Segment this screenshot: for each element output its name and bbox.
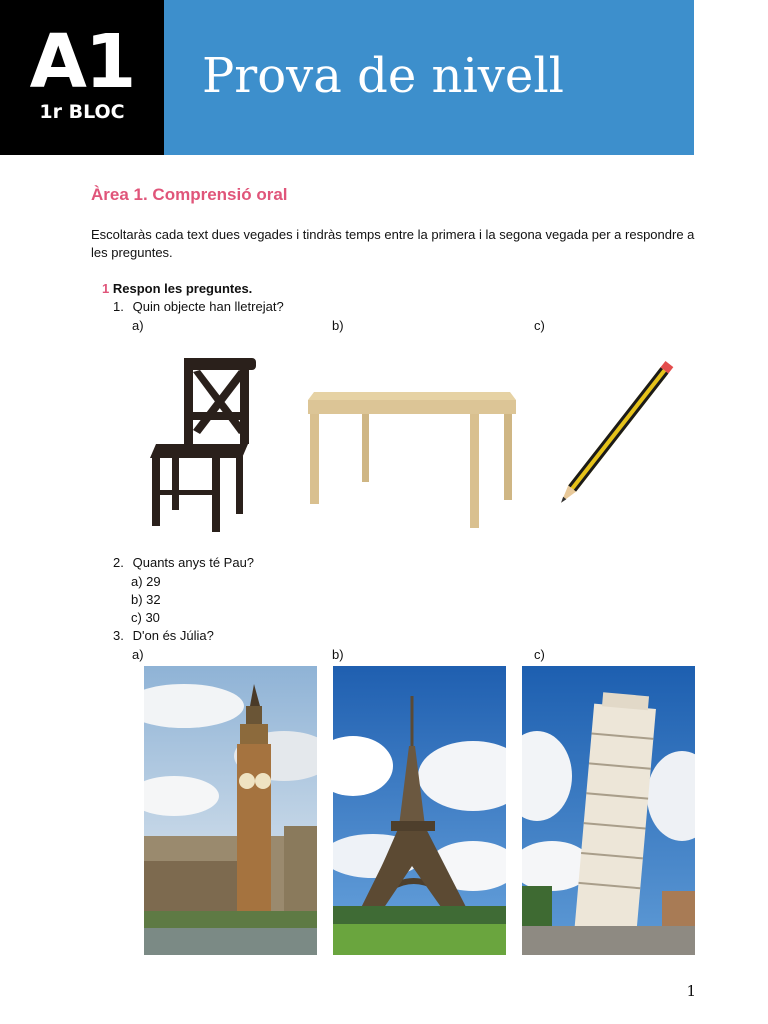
question-text: D'on és Júlia? — [132, 628, 214, 643]
title-band — [164, 0, 694, 155]
option-answer: b) 32 — [131, 592, 161, 607]
question-1 — [113, 298, 284, 316]
pencil-image — [544, 346, 684, 524]
page-number: 1 — [686, 982, 696, 1000]
option-label: a) — [132, 647, 144, 662]
question-2 — [113, 554, 254, 572]
chair-image — [138, 352, 262, 536]
option-label: b) — [332, 647, 344, 662]
big-ben-image — [144, 666, 317, 955]
exercise-heading — [102, 281, 252, 296]
page-title: Prova de nivell — [202, 48, 565, 104]
option-label: c) — [534, 318, 545, 333]
question-text: Quants anys té Pau? — [132, 555, 255, 570]
option-label: c) — [534, 647, 545, 662]
level-code: A1 — [29, 19, 135, 105]
question-3 — [113, 627, 214, 645]
level-bloc: 1r BLOC — [39, 101, 125, 123]
level-badge — [0, 0, 164, 155]
table-image — [304, 386, 520, 532]
option-answer: a) 29 — [131, 574, 161, 589]
option-label: a) — [132, 318, 144, 333]
area-heading: Àrea 1. Comprensió oral — [91, 185, 288, 204]
option-answer: c) 30 — [131, 610, 160, 625]
exercise-title: Respon les preguntes. — [112, 281, 253, 296]
exercise-number: 1 — [102, 281, 110, 296]
eiffel-tower-image — [333, 666, 506, 955]
option-label: b) — [332, 318, 344, 333]
question-text: Quin objecte han lletrejat? — [132, 299, 284, 314]
leaning-tower-of-pisa-image — [522, 666, 695, 955]
question-number: 1. — [113, 299, 124, 314]
instructions-text: Escoltaràs cada text dues vegades i tindràs temps entre la primera i la segona vegada per a respondre a les preguntes. — [91, 227, 695, 260]
question-number: 2. — [113, 555, 124, 570]
question-number: 3. — [113, 628, 124, 643]
